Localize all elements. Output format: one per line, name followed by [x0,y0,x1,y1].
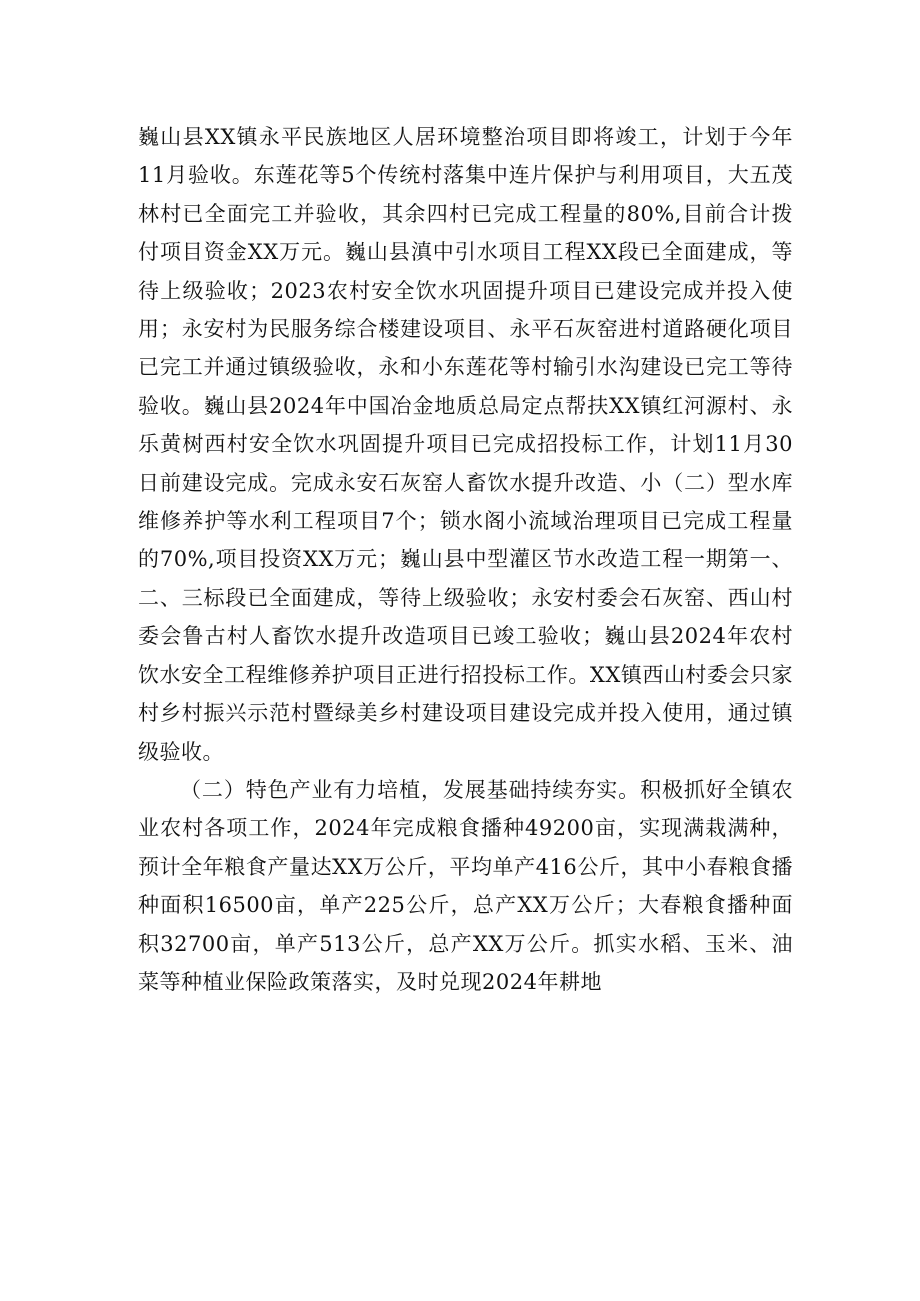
paragraph-industry [138,771,793,1001]
document-body [138,118,793,1001]
paragraph-projects [138,118,793,771]
paragraph-projects-text: 巍山县XX镇永平民族地区人居环境整治项目即将竣工，计划于今年11月验收。东莲花等5个传统村落集中连片保护与利用项目，大五茂林村已全面完工并验收，其余四村已完成工程量的80%,目前合计拨付项目资金XX万元。巍山县滇中引水项目工程XX段已全面建成，等待上级验收；2023农村安全饮水巩固提升项目已建设完成并投入使用；永安村为民服务综合楼建设项目、永平石灰窑进村道路硬化项目已完工并通过镇级验收，永和小东莲花等村输引水沟建设已完工等待验收。巍山县2024年中国冶金地质总局定点帮扶XX镇红河源村、永乐黄树西村安全饮水巩固提升项目已完成招投标工作，计划11月30日前建设完成。完成永安石灰窑人畜饮水提升改造、小（二）型水库维修养护等水利工程项目7个；锁水阁小流域治理项目已完成工程量的70%,项目投资XX万元；巍山县中型灌区节水改造工程一期第一、二、三标段已全面建成，等待上级验收；永安村委会石灰窑、西山村委会鲁古村人畜饮水提升改造项目已竣工验收；巍山县2024年农村饮水安全工程维修养护项目正进行招投标工作。XX镇西山村委会只家村乡村振兴示范村暨绿美乡村建设项目建设完成并投入使用，通过镇级验收。 [138,125,793,764]
section-heading-industry: （二）特色产业有力培植，发展基础持续夯实。 [180,777,641,802]
paragraph-industry-text: 积极抓好全镇农业农村各项工作，2024年完成粮食播种49200亩，实现满栽满种，预计全年粮食产量达XX万公斤，平均单产416公斤，其中小春粮食播种面积16500亩，单产225公斤，总产XX万公斤；大春粮食播种面积32700亩，单产513公斤，总产XX万公斤。抓实水稻、玉米、油菜等种植业保险政策落实，及时兑现2024年耕地 [138,777,794,994]
